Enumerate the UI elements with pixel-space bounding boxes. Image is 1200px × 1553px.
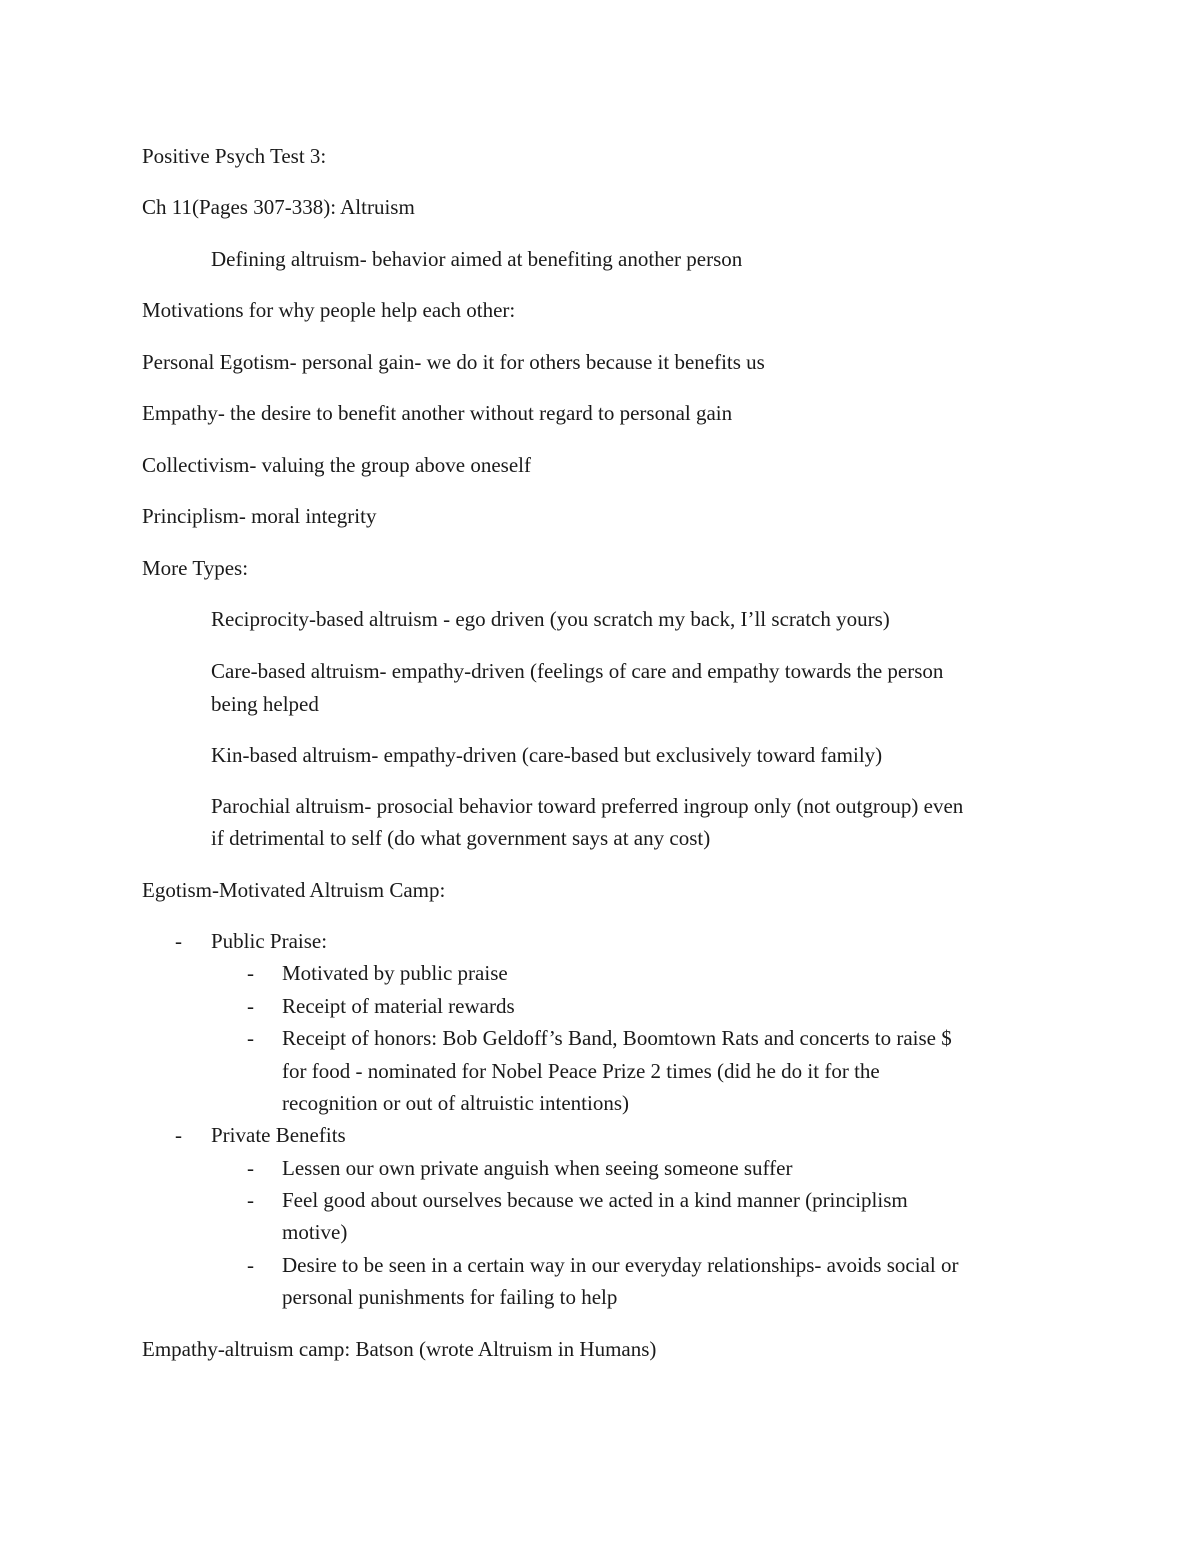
motivation-personal-egotism: Personal Egotism- personal gain- we do it for others because it benefits us [142, 350, 765, 374]
public-praise-item-3-line-2: for food - nominated for Nobel Peace Prize 2 times (did he do it for the [282, 1059, 880, 1083]
empathy-camp-heading: Empathy-altruism camp: Batson (wrote Altruism in Humans) [142, 1337, 657, 1361]
bullet-dash: - [175, 1123, 182, 1147]
public-praise-item-2: Receipt of material rewards [282, 994, 515, 1018]
type-care-line-2: being helped [211, 692, 319, 716]
type-kin: Kin-based altruism- empathy-driven (care-based but exclusively toward family) [211, 743, 883, 767]
bullet-dash: - [247, 1026, 254, 1050]
document-title: Positive Psych Test 3: [142, 144, 327, 168]
motivation-principlism: Principlism- moral integrity [142, 504, 377, 528]
bullet-dash: - [247, 1253, 254, 1277]
motivation-collectivism: Collectivism- valuing the group above oneself [142, 453, 531, 477]
private-benefits-item-3-line-1: Desire to be seen in a certain way in our everyday relationships- avoids social or [282, 1253, 959, 1277]
type-parochial-line-2: if detrimental to self (do what government says at any cost) [211, 826, 711, 850]
public-praise-label: Public Praise: [211, 929, 328, 953]
public-praise-item-1: Motivated by public praise [282, 961, 508, 985]
public-praise-item-3-line-3: recognition or out of altruistic intentions) [282, 1091, 630, 1115]
private-benefits-item-1: Lessen our own private anguish when seeing someone suffer [282, 1156, 793, 1180]
type-parochial-line-1: Parochial altruism- prosocial behavior toward preferred ingroup only (not outgroup) even [211, 794, 964, 818]
type-care-line-1: Care-based altruism- empathy-driven (feelings of care and empathy towards the person [211, 659, 944, 683]
public-praise-item-3-line-1: Receipt of honors: Bob Geldoff’s Band, Boomtown Rats and concerts to raise $ [282, 1026, 952, 1050]
motivation-empathy: Empathy- the desire to benefit another without regard to personal gain [142, 401, 733, 425]
private-benefits-item-2-line-1: Feel good about ourselves because we acted in a kind manner (principlism [282, 1188, 908, 1212]
bullet-dash: - [247, 961, 254, 985]
private-benefits-item-3-line-2: personal punishments for failing to help [282, 1285, 618, 1309]
bullet-dash: - [247, 994, 254, 1018]
egotism-camp-heading: Egotism-Motivated Altruism Camp: [142, 878, 446, 902]
chapter-heading: Ch 11(Pages 307-338): Altruism [142, 195, 415, 219]
bullet-dash: - [247, 1156, 254, 1180]
bullet-dash: - [175, 929, 182, 953]
bullet-dash: - [247, 1188, 254, 1212]
type-reciprocity: Reciprocity-based altruism - ego driven (you scratch my back, I’ll scratch yours) [211, 607, 890, 631]
private-benefits-item-2-line-2: motive) [282, 1220, 348, 1244]
motivations-heading: Motivations for why people help each other: [142, 298, 516, 322]
definition-line: Defining altruism- behavior aimed at benefiting another person [211, 247, 743, 271]
more-types-heading: More Types: [142, 556, 249, 580]
private-benefits-label: Private Benefits [211, 1123, 346, 1147]
